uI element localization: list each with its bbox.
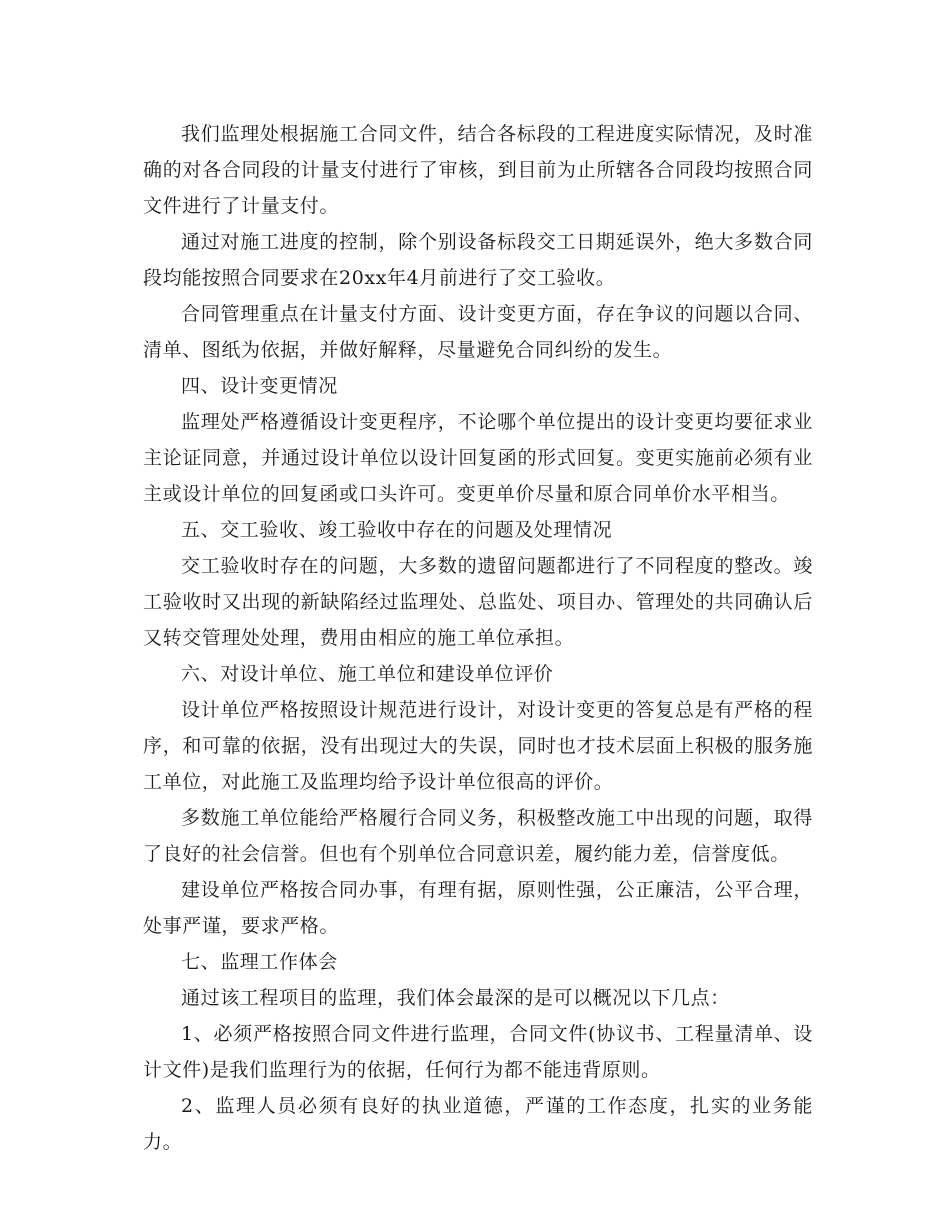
paragraph-9: 通过该工程项目的监理，我们体会最深的是可以概况以下几点：: [181, 987, 730, 1009]
section-heading-7: 七、监理工作体会: [181, 951, 338, 973]
paragraph-11: 2、监理人员必须有良好的执业道德，严谨的工作态度，扎实的业务能力。: [143, 1095, 813, 1153]
paragraph-10: 1、必须严格按照合同文件进行监理，合同文件(协议书、工程量清单、设计文件)是我们监理行为的依据，任何行为都不能违背原则。: [143, 1023, 813, 1081]
paragraph-4: 监理处严格遵循设计变更程序，不论哪个单位提出的设计变更均要征求业主论证同意，并通过设计单位以设计回复函的形式回复。变更实施前必须有业主或设计单位的回复函或口头许可。变更单价尽量和原合同单价水平相当。: [143, 411, 813, 505]
paragraph-7: 多数施工单位能给严格履行合同义务，积极整改施工中出现的问题，取得了良好的社会信誉。但也有个别单位合同意识差，履约能力差，信誉度低。: [143, 807, 813, 865]
document-body: [143, 116, 813, 1160]
section-heading-4: 四、设计变更情况: [181, 375, 338, 397]
section-heading-6: 六、对设计单位、施工单位和建设单位评价: [181, 663, 554, 685]
paragraph-1: 我们监理处根据施工合同文件，结合各标段的工程进度实际情况，及时准确的对各合同段的计量支付进行了审核，到目前为止所辖各合同段均按照合同文件进行了计量支付。: [143, 123, 813, 217]
paragraph-2: 通过对施工进度的控制，除个别设备标段交工日期延误外，绝大多数合同段均能按照合同要求在20xx年4月前进行了交工验收。: [143, 231, 813, 289]
section-heading-5: 五、交工验收、竣工验收中存在的问题及处理情况: [181, 519, 613, 541]
paragraph-6: 设计单位严格按照设计规范进行设计，对设计变更的答复总是有严格的程序，和可靠的依据，没有出现过大的失误，同时也才技术层面上积极的服务施工单位，对此施工及监理均给予设计单位很高的评价。: [143, 699, 813, 793]
paragraph-3: 合同管理重点在计量支付方面、设计变更方面，存在争议的问题以合同、清单、图纸为依据，并做好解释，尽量避免合同纠纷的发生。: [143, 303, 813, 361]
paragraph-5: 交工验收时存在的问题，大多数的遗留问题都进行了不同程度的整改。竣工验收时又出现的新缺陷经过监理处、总监处、项目办、管理处的共同确认后又转交管理处处理，费用由相应的施工单位承担。: [143, 555, 813, 649]
paragraph-8: 建设单位严格按合同办事，有理有据，原则性强，公正廉洁，公平合理，处事严谨，要求严格。: [143, 879, 813, 937]
